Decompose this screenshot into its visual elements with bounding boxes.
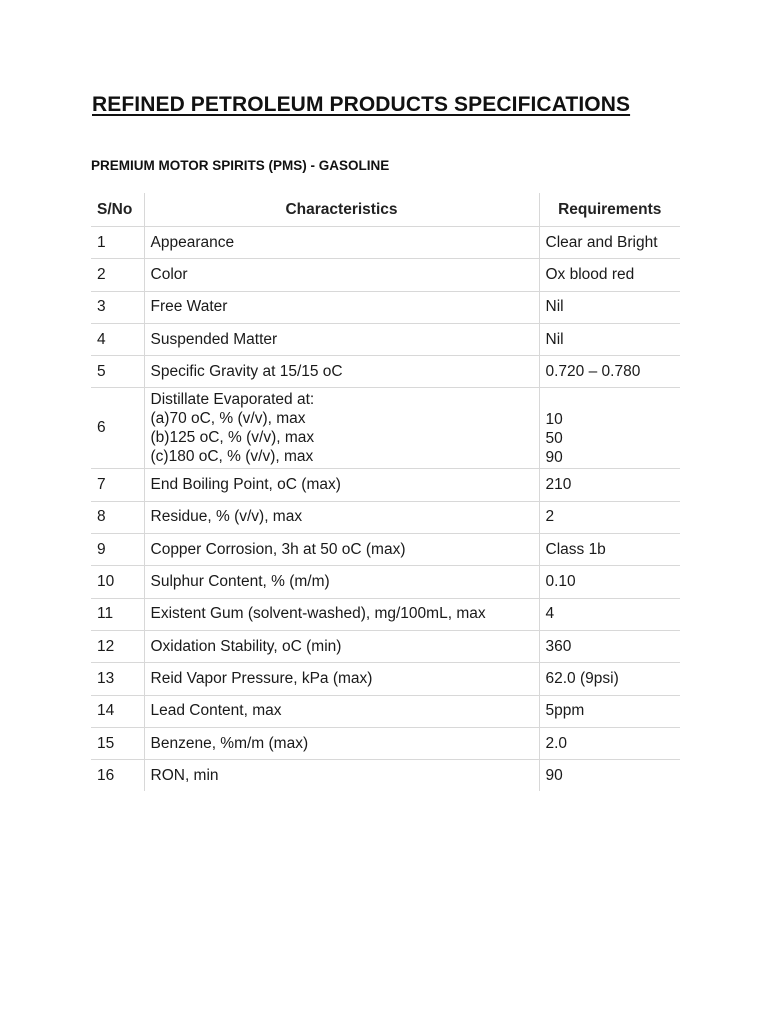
table-row xyxy=(91,695,680,727)
cell-characteristic: Suspended Matter xyxy=(144,323,539,355)
cell-requirement: 90 xyxy=(539,760,680,792)
cell-characteristic: RON, min xyxy=(144,760,539,792)
table-row xyxy=(91,323,680,355)
cell-characteristic: Reid Vapor Pressure, kPa (max) xyxy=(144,663,539,695)
table-row xyxy=(91,630,680,662)
table-row xyxy=(91,663,680,695)
cell-sno: 8 xyxy=(91,501,144,533)
cell-characteristic: Copper Corrosion, 3h at 50 oC (max) xyxy=(144,534,539,566)
characteristic-line: (c)180 oC, % (v/v), max xyxy=(150,448,314,466)
cell-sno: 9 xyxy=(91,534,144,566)
cell-characteristic: Existent Gum (solvent-washed), mg/100mL, max xyxy=(144,598,539,630)
table-row xyxy=(91,227,680,259)
cell-requirement: 4 xyxy=(539,598,680,630)
cell-requirement: 0.720 – 0.780 xyxy=(539,356,680,388)
cell-characteristic: Sulphur Content, % (m/m) xyxy=(144,566,539,598)
table-row xyxy=(91,598,680,630)
table-row xyxy=(91,469,680,501)
requirement-line: 50 xyxy=(545,430,563,448)
requirement-line: 90 xyxy=(545,449,563,467)
cell-sno: 2 xyxy=(91,259,144,291)
cell-sno: 6 xyxy=(91,388,144,469)
table-row xyxy=(91,727,680,759)
cell-requirement xyxy=(539,388,680,469)
cell-sno: 13 xyxy=(91,663,144,695)
table-row xyxy=(91,356,680,388)
cell-requirement: Nil xyxy=(539,323,680,355)
characteristic-line: (b)125 oC, % (v/v), max xyxy=(150,429,315,447)
cell-requirement: Nil xyxy=(539,291,680,323)
table-row xyxy=(91,501,680,533)
column-header-characteristics: Characteristics xyxy=(144,193,539,227)
cell-sno: 16 xyxy=(97,766,115,784)
table-row xyxy=(91,388,680,469)
cell-requirement: 2 xyxy=(539,501,680,533)
cell-characteristic: Specific Gravity at 15/15 oC xyxy=(144,356,539,388)
cell-sno: 15 xyxy=(91,727,144,759)
table-row xyxy=(91,259,680,291)
cell-requirement: Clear and Bright xyxy=(539,227,680,259)
cell-requirement: 0.10 xyxy=(539,566,680,598)
table-header-row xyxy=(91,193,680,227)
cell-sno: 1 xyxy=(91,227,144,259)
column-header-sno: S/No xyxy=(91,193,144,227)
column-header-requirements: Requirements xyxy=(539,193,680,227)
cell-requirement: 360 xyxy=(539,630,680,662)
cell-requirement: 2.0 xyxy=(539,727,680,759)
cell-sno: 14 xyxy=(91,695,144,727)
cell-characteristic: Appearance xyxy=(144,227,539,259)
cell-characteristic: Lead Content, max xyxy=(144,695,539,727)
cell-characteristic: Oxidation Stability, oC (min) xyxy=(144,630,539,662)
cell-sno: 12 xyxy=(91,630,144,662)
table-row xyxy=(91,291,680,323)
cell-characteristic: Color xyxy=(144,259,539,291)
specifications-table xyxy=(91,193,680,791)
section-heading: PREMIUM MOTOR SPIRITS (PMS) - GASOLINE xyxy=(91,158,390,173)
cell-requirement: Class 1b xyxy=(539,534,680,566)
cell-characteristic: End Boiling Point, oC (max) xyxy=(144,469,539,501)
cell-sno: 11 xyxy=(91,598,144,630)
cell-requirement: 5ppm xyxy=(539,695,680,727)
cell-sno: 3 xyxy=(91,291,144,323)
table-row xyxy=(91,566,680,598)
cell-characteristic: Residue, % (v/v), max xyxy=(144,501,539,533)
cell-sno: 5 xyxy=(91,356,144,388)
cell-sno: 4 xyxy=(91,323,144,355)
characteristic-line: (a)70 oC, % (v/v), max xyxy=(150,410,306,428)
characteristic-line: Distillate Evaporated at: xyxy=(150,391,315,409)
cell-requirement: Ox blood red xyxy=(539,259,680,291)
table-row xyxy=(91,534,680,566)
cell-requirement: 62.0 (9psi) xyxy=(539,663,680,695)
cell-characteristic: Free Water xyxy=(144,291,539,323)
document-title: REFINED PETROLEUM PRODUCTS SPECIFICATIONS xyxy=(92,93,631,116)
cell-sno: 10 xyxy=(91,566,144,598)
table-row xyxy=(91,760,680,792)
cell-requirement: 210 xyxy=(539,469,680,501)
cell-sno: 7 xyxy=(91,469,144,501)
cell-characteristic: Benzene, %m/m (max) xyxy=(144,727,539,759)
cell-characteristic xyxy=(144,388,539,469)
requirement-line: 10 xyxy=(545,411,563,429)
